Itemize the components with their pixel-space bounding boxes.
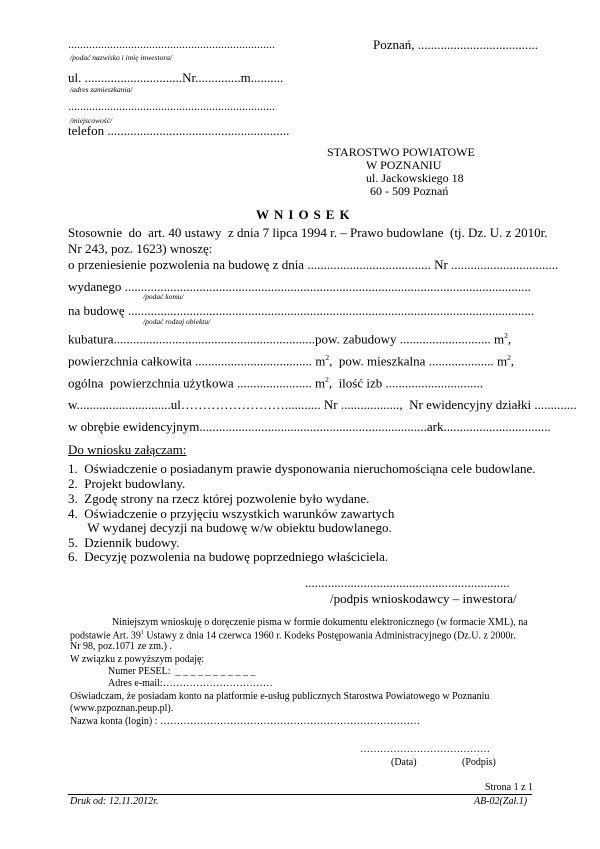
mieszkalna-text: , pow. mieszkalna .................... m [329, 353, 508, 369]
recipient-line-1: STAROSTWO POWIATOWE [327, 145, 475, 159]
address-hint: /adres zamieszkania/ [70, 85, 133, 94]
electronic-p2: W związku z powyższym podaję: [70, 654, 205, 665]
login-field: Nazwa konta (login) : …………………………………………………………………… [70, 716, 420, 727]
recipient-line-3: ul. Jackowskiego 18 [366, 171, 464, 185]
issued-hint: /podać komu/ [143, 292, 184, 301]
transfer-line: o przeniesienie pozwolenia na budowę z dnia ...................................... Nr ................................. [68, 257, 559, 272]
building-line: na budowę ............................................................................................................................. [68, 303, 535, 318]
attachment-item: W wydanej decyzji na budowę w/w obiektu budowlanego. [68, 520, 392, 535]
mieszkalna-comma: , [510, 353, 515, 369]
address-line: ul. ..............................Nr..............m.......... [68, 70, 284, 85]
phone-line: telefon ........................................................ [68, 123, 290, 138]
city-hint: /miejscowość/ [70, 116, 113, 125]
email-field: Adres e-mail:…………………………… [108, 678, 273, 689]
uzytkowa-text: ogólna powierzchnia użytkowa ....................... m [68, 375, 326, 391]
attachment-item: 4. Oświadczenie o przyjęciu wszystkich warunków zawartych [68, 506, 395, 521]
intro-line-2: Nr 243, poz. 1623) wnoszę: [68, 241, 213, 256]
page-number: Strona 1 z 1 [485, 782, 534, 793]
electronic-p1c: Nr 98, poz.1071 ze zm.) . [70, 641, 172, 652]
kubatura-line [68, 332, 511, 345]
kubatura-sup: 2 [504, 331, 508, 340]
attachment-item: 2. Projekt budowlany. [68, 476, 186, 491]
uzytkowa-line [68, 376, 483, 389]
signature-label: /podpis wnioskodawcy – inwestora/ [330, 591, 517, 606]
location-line: w.............................ul……………………........... Nr .................., Nr ewidencyjny działki ............. [68, 397, 577, 412]
date-sign-dots: ………………………………… [360, 744, 490, 755]
intro-line-1: Stosownie do art. 40 ustawy z dnia 7 lipca 1994 r. – Prawo budowlane (tj. Dz. U. z 2010r. [68, 225, 548, 240]
electronic-p1b-post: Ustawy z dnia 14 czerwca 1960 r. Kodeks Postępowania Administracyjnego (Dz.U. z 2000r. [143, 630, 516, 642]
area-line: w obrębie ewidencyjnym......................................................................ark................................. [68, 419, 551, 434]
powierzchnia-text: powierzchnia całkowita .................................... m [68, 353, 326, 369]
electronic-p1b [70, 630, 516, 641]
mieszkalna-sup: 2 [507, 353, 511, 362]
investor-name-hint: /podać nazwisko i imię inwestora/ [70, 53, 173, 62]
sign-label: (Podpis) [462, 757, 496, 768]
signature-dots: ............................................................... [305, 575, 510, 590]
electronic-p3b: (www.pzpoznan.peup.pl). [70, 703, 174, 714]
izb-text: , ilość izb .............................. [328, 375, 483, 391]
electronic-p1b-sup: 1 [140, 630, 144, 636]
attachment-item: 3. Zgodę strony na rzecz której pozwolenie było wydane. [68, 491, 370, 506]
recipient-line-2: W POZNANIU [366, 158, 442, 172]
investor-name-line: ..................................................................... [68, 37, 275, 51]
footer-divider [68, 794, 532, 795]
powierzchnia-line [68, 354, 514, 367]
kubatura-text: kubatura..............................................................pow. zabudowy ............................ m [68, 331, 505, 347]
document-title: WNIOSEK [256, 207, 355, 222]
attachment-item: 1. Oświadczenie o posiadanym prawie dysponowania nieruchomościąna cele budowlane. [68, 461, 536, 476]
electronic-p3a: Oświadczam, że posiadam konto na platformie e-usług publicznych Starostwa Powiatowego w Poznaniu [70, 691, 490, 702]
electronic-p1b-pre: podstawie Art. 39 [70, 630, 141, 642]
building-hint: /podać rodzaj obiektu/ [143, 317, 211, 326]
attachments-heading: Do wniosku załączam: [68, 442, 187, 457]
attachment-item: 5. Dziennik budowy. [68, 535, 180, 550]
attachment-item: 6. Decyzję pozwolenia na budowę poprzedniego właściciela. [68, 549, 389, 564]
form-code: AB-02(Zał.1) [474, 796, 528, 807]
city-line: ..................................................................... [68, 99, 275, 113]
kubatura-comma: , [507, 331, 512, 347]
issued-line: wydanego ............................................................................................................................. [68, 279, 531, 294]
recipient-line-4: 60 - 509 Poznań [370, 184, 449, 198]
powierzchnia-sup: 2 [325, 353, 330, 362]
uzytkowa-sup: 2 [325, 375, 329, 384]
date-label: (Data) [391, 757, 417, 768]
pesel-field: Numer PESEL: _ _ _ _ _ _ _ _ _ _ _ [108, 666, 256, 677]
print-date: Druk od: 12.11.2012r. [70, 796, 159, 807]
place-date: Poznań, ..................................... [373, 37, 539, 52]
electronic-p1a: Niniejszym wnioskuję o doręczenie pisma w formie dokumentu elektronicznego (w formacie XML), na [112, 617, 528, 628]
